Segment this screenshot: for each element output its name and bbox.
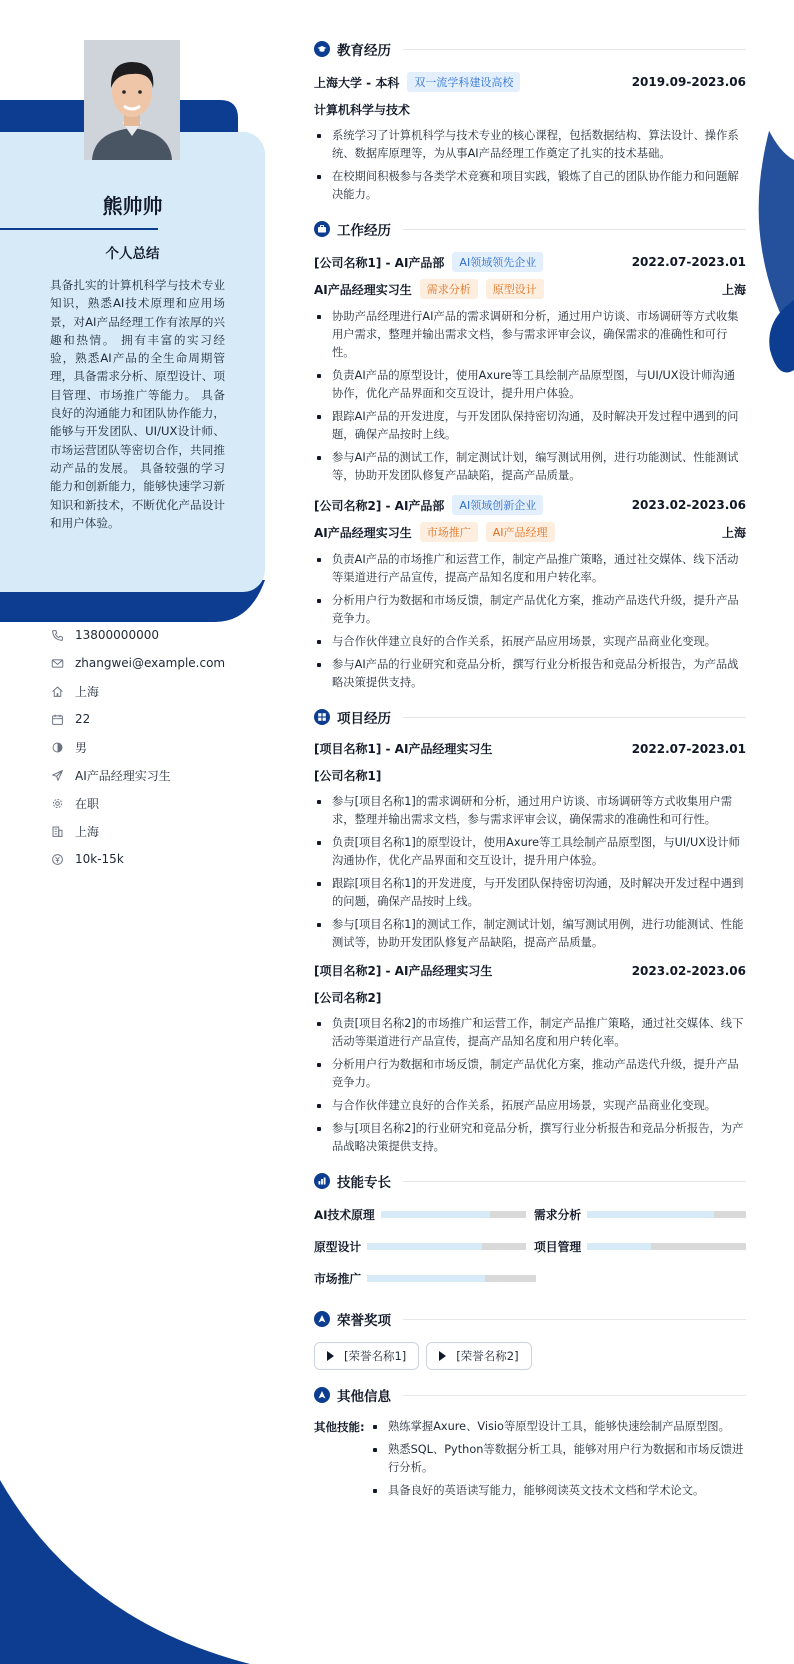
project-section-header bbox=[314, 706, 746, 728]
award-icon bbox=[314, 1387, 330, 1403]
list-item: 系统学习了计算机科学与技术专业的核心课程，包括数据结构、算法设计、操作系统、数据库原理等，为从事AI产品经理工作奠定了扎实的技术基础。 bbox=[314, 127, 746, 163]
skill-item bbox=[534, 1238, 746, 1255]
list-item: 跟踪[项目名称1]的开发进度，与开发团队保持密切沟通，及时解决开发过程中遇到的问题，确保产品按时上线。 bbox=[314, 875, 746, 911]
contact-location-value: 上海 bbox=[75, 684, 100, 699]
list-item: 参与[项目名称1]的测试工作，制定测试计划，编写测试用例，进行功能测试、性能测试等，协助开发团队修复产品缺陷，提高产品质量。 bbox=[314, 916, 746, 952]
list-item: 协助产品经理进行AI产品的需求调研和分析，通过用户访谈、市场调研等方式收集用户需求，整理并输出需求文档，参与需求评审会议，确保需求的准确性和可行性。 bbox=[314, 308, 746, 362]
contact-location bbox=[50, 677, 250, 705]
contact-age bbox=[50, 705, 250, 733]
work-role: AI产品经理实习生 bbox=[314, 525, 412, 540]
skill-tag: 原型设计 bbox=[486, 279, 544, 299]
list-item: 分析用户行为数据和市场反馈，制定产品优化方案，推动产品迭代升级，提升产品竞争力。 bbox=[314, 1056, 746, 1092]
skill-name: 原型设计 bbox=[314, 1239, 362, 1254]
skill-name: 需求分析 bbox=[534, 1207, 582, 1222]
company-tag: AI领域领先企业 bbox=[452, 252, 543, 272]
project-company: [公司名称1] bbox=[314, 769, 382, 783]
contact-position bbox=[50, 761, 250, 789]
section-divider bbox=[403, 229, 746, 230]
contact-age-value: 22 bbox=[75, 712, 91, 726]
contact-list bbox=[50, 621, 250, 873]
work-role-row bbox=[314, 279, 746, 299]
contact-status bbox=[50, 789, 250, 817]
list-item: 参与[项目名称2]的行业研究和竞品分析，撰写行业分析报告和竞品分析报告，为产品战略决策提供支持。 bbox=[314, 1120, 746, 1156]
major-row bbox=[314, 101, 746, 118]
project-item-2 bbox=[314, 962, 746, 1156]
grid-icon bbox=[314, 709, 330, 725]
list-item: 跟踪AI产品的开发进度，与开发团队保持密切沟通，及时解决开发过程中遇到的问题，确保产品按时上线。 bbox=[314, 408, 746, 444]
education-section-header bbox=[314, 38, 746, 60]
skill-bar bbox=[367, 1243, 526, 1250]
list-item: 具备良好的英语读写能力，能够阅读英文技术文档和学术论文。 bbox=[370, 1482, 746, 1500]
company-tag: AI领域创新企业 bbox=[452, 495, 543, 515]
skill-item bbox=[314, 1206, 526, 1223]
work-date: 2022.07-2023.01 bbox=[631, 255, 746, 269]
list-item: 在校期间积极参与各类学术竞赛和项目实践，锻炼了自己的团队协作能力和问题解决能力。 bbox=[314, 168, 746, 204]
skill-bar-fill bbox=[367, 1275, 485, 1282]
skill-bar bbox=[587, 1243, 746, 1250]
skill-row bbox=[314, 1230, 746, 1262]
project-date: 2023.02-2023.06 bbox=[631, 963, 746, 978]
section-divider bbox=[403, 717, 746, 718]
project-item-1 bbox=[314, 740, 746, 952]
skills-title: 技能专长 bbox=[337, 1175, 391, 1191]
skill-bar-fill bbox=[381, 1211, 490, 1218]
gear-icon bbox=[50, 796, 64, 810]
skill-tag: 需求分析 bbox=[420, 279, 478, 299]
project-name: [项目名称2] - AI产品经理实习生 bbox=[314, 964, 493, 978]
contact-gender bbox=[50, 733, 250, 761]
honor-name: [荣誉名称2] bbox=[456, 1349, 519, 1363]
left-column bbox=[0, 0, 265, 1664]
contact-gender-value: 男 bbox=[75, 740, 88, 755]
play-icon bbox=[439, 1351, 446, 1361]
work-section-header bbox=[314, 218, 746, 240]
section-divider bbox=[403, 1319, 746, 1320]
work-company-row bbox=[314, 252, 746, 272]
project-name: [项目名称1] - AI产品经理实习生 bbox=[314, 742, 493, 756]
avatar bbox=[84, 40, 180, 160]
list-item: 参与AI产品的测试工作，制定测试计划，编写测试用例，进行功能测试、性能测试等，协助开发团队修复产品缺陷，提高产品质量。 bbox=[314, 449, 746, 485]
project-bullets bbox=[314, 1015, 746, 1156]
work-item-1 bbox=[314, 252, 746, 485]
phone-icon bbox=[50, 628, 64, 642]
list-item: 与合作伙伴建立良好的合作关系，拓展产品应用场景，实现产品商业化变现。 bbox=[314, 1097, 746, 1115]
skill-bar-fill bbox=[587, 1243, 651, 1250]
contact-email bbox=[50, 649, 250, 677]
skill-row bbox=[314, 1262, 746, 1294]
contact-phone-value: 13800000000 bbox=[75, 628, 159, 642]
right-column bbox=[314, 38, 746, 1505]
work-role-row bbox=[314, 522, 746, 542]
list-item: 与合作伙伴建立良好的合作关系，拓展产品应用场景，实现产品商业化变现。 bbox=[314, 633, 746, 651]
education-row bbox=[314, 72, 746, 92]
skill-item bbox=[314, 1238, 526, 1255]
work-bullets bbox=[314, 551, 746, 692]
other-skills bbox=[314, 1418, 746, 1505]
other-label: 其他技能: bbox=[314, 1420, 365, 1434]
list-item: 熟悉SQL、Python等数据分析工具，能够对用户行为数据和市场反馈进行分析。 bbox=[370, 1441, 746, 1477]
school-name: 上海大学 - 本科 bbox=[314, 75, 400, 90]
skill-item bbox=[314, 1270, 536, 1287]
bar-chart-icon bbox=[314, 1173, 330, 1189]
skill-bar-fill bbox=[367, 1243, 481, 1250]
project-company-row bbox=[314, 989, 746, 1006]
other-bullets bbox=[370, 1418, 746, 1505]
project-name-row bbox=[314, 740, 746, 757]
building-icon bbox=[50, 824, 64, 838]
section-divider bbox=[403, 49, 746, 50]
education-bullets bbox=[314, 127, 746, 204]
contact-phone bbox=[50, 621, 250, 649]
honors-section-header bbox=[314, 1308, 746, 1330]
skills-section-header bbox=[314, 1170, 746, 1192]
honor-name: [荣誉名称1] bbox=[344, 1349, 407, 1363]
skill-bar bbox=[381, 1211, 526, 1218]
list-item: 参与AI产品的行业研究和竞品分析，撰写行业分析报告和竞品分析报告，为产品战略决策提供支持。 bbox=[314, 656, 746, 692]
work-city: 上海 bbox=[721, 282, 746, 297]
work-company: [公司名称2] - AI产品部 bbox=[314, 498, 445, 513]
play-icon bbox=[327, 1351, 334, 1361]
work-bullets bbox=[314, 308, 746, 485]
list-item: 分析用户行为数据和市场反馈，制定产品优化方案，推动产品迭代升级，提升产品竞争力。 bbox=[314, 592, 746, 628]
contact-status-value: 在职 bbox=[75, 796, 100, 811]
list-item: 参与[项目名称1]的需求调研和分析，通过用户访谈、市场调研等方式收集用户需求，整理并输出需求文档，参与需求评审会议，确保需求的准确性和可行性。 bbox=[314, 793, 746, 829]
skill-item bbox=[534, 1206, 746, 1223]
skill-row bbox=[314, 1198, 746, 1230]
award-icon bbox=[314, 1311, 330, 1327]
gender-icon bbox=[50, 740, 64, 754]
contact-email-value: zhangwei@example.com bbox=[75, 656, 226, 670]
contact-city bbox=[50, 817, 250, 845]
briefcase-icon bbox=[314, 221, 330, 237]
work-title: 工作经历 bbox=[337, 223, 391, 239]
list-item: 负责AI产品的原型设计，使用Axure等工具绘制产品原型图，与UI/UX设计师沟通协作，优化产品界面和交互设计，提升用户体验。 bbox=[314, 367, 746, 403]
honors-list bbox=[314, 1342, 746, 1370]
money-icon bbox=[50, 852, 64, 866]
section-divider bbox=[403, 1395, 746, 1396]
skill-name: 市场推广 bbox=[314, 1271, 362, 1286]
work-company-row bbox=[314, 495, 746, 515]
work-city: 上海 bbox=[721, 525, 746, 540]
work-date: 2023.02-2023.06 bbox=[631, 498, 746, 512]
honor-item bbox=[426, 1342, 531, 1370]
education-date: 2019.09-2023.06 bbox=[631, 75, 746, 89]
list-item: 负责[项目名称1]的原型设计，使用Axure等工具绘制产品原型图，与UI/UX设计师沟通协作，优化产品界面和交互设计，提升用户体验。 bbox=[314, 834, 746, 870]
summary-title: 个人总结 bbox=[105, 246, 160, 262]
project-name-row bbox=[314, 962, 746, 979]
honors-title: 荣誉奖项 bbox=[337, 1313, 391, 1329]
summary-text: 具备扎实的计算机科学与技术专业知识，熟悉AI技术原理和应用场景，对AI产品经理工作有浓厚的兴趣和热情。 拥有丰富的实习经验，熟悉AI产品的全生命周期管理，具备需求分析、原型设计、项目管理、市场推广等能力。 具备良好的沟通能力和团队协作能力，能够与开发团队、UI/UX设计师、市场运营团队等密切合作，共同推动产品的发展。 具备较强的学习能力和创新能力，能够快速学习新知识和新技术，不断优化产品设计和用户体验。 bbox=[50, 278, 225, 530]
list-item: 负责[项目名称2]的市场推广和运营工作，制定产品推广策略，通过社交媒体、线下活动等渠道进行产品宣传，提高产品知名度和用户转化率。 bbox=[314, 1015, 746, 1051]
avatar-photo-icon bbox=[84, 40, 180, 160]
skill-name: 项目管理 bbox=[534, 1239, 582, 1254]
mail-icon bbox=[50, 656, 64, 670]
section-divider bbox=[403, 1181, 746, 1182]
list-item: 负责AI产品的市场推广和运营工作，制定产品推广策略，通过社交媒体、线下活动等渠道进行产品宣传，提高产品知名度和用户转化率。 bbox=[314, 551, 746, 587]
project-bullets bbox=[314, 793, 746, 952]
project-company: [公司名称2] bbox=[314, 991, 382, 1005]
honor-item bbox=[314, 1342, 419, 1370]
send-icon bbox=[50, 768, 64, 782]
work-item-2 bbox=[314, 495, 746, 692]
contact-city-value: 上海 bbox=[75, 824, 100, 839]
skill-bar bbox=[587, 1211, 746, 1218]
home-icon bbox=[50, 684, 64, 698]
contact-salary-value: 10k-15k bbox=[75, 852, 124, 866]
education-title: 教育经历 bbox=[337, 43, 391, 59]
skill-tag: 市场推广 bbox=[420, 522, 478, 542]
graduation-cap-icon bbox=[314, 41, 330, 57]
project-title: 项目经历 bbox=[337, 711, 391, 727]
contact-position-value: AI产品经理实习生 bbox=[75, 768, 171, 783]
contact-salary bbox=[50, 845, 250, 873]
work-company: [公司名称1] - AI产品部 bbox=[314, 255, 445, 270]
person-name: 熊帅帅 bbox=[102, 194, 163, 218]
work-role: AI产品经理实习生 bbox=[314, 282, 412, 297]
name-underline bbox=[0, 228, 158, 230]
skill-bar bbox=[367, 1275, 536, 1282]
project-date: 2022.07-2023.01 bbox=[631, 741, 746, 756]
calendar-icon bbox=[50, 712, 64, 726]
list-item: 熟练掌握Axure、Visio等原型设计工具，能够快速绘制产品原型图。 bbox=[370, 1418, 746, 1436]
project-company-row bbox=[314, 767, 746, 784]
other-title: 其他信息 bbox=[337, 1389, 391, 1405]
school-tag: 双一流学科建设高校 bbox=[407, 72, 520, 92]
skill-bar-fill bbox=[587, 1211, 714, 1218]
major-name: 计算机科学与技术 bbox=[314, 103, 411, 117]
skill-name: AI技术原理 bbox=[314, 1207, 375, 1222]
skill-tag: AI产品经理 bbox=[486, 522, 555, 542]
skills-grid bbox=[314, 1198, 746, 1294]
other-section-header bbox=[314, 1384, 746, 1406]
